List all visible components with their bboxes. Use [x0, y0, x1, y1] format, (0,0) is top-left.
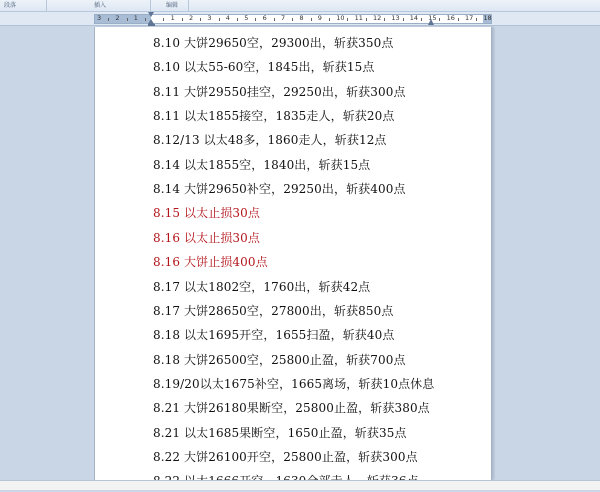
document-line[interactable]: 8.15 以太止损30点	[153, 206, 261, 221]
ruler-tick	[366, 18, 367, 21]
document-line[interactable]: 8.14 以太1855空，1840出，斩获15点	[153, 157, 371, 172]
document-line[interactable]: 8.11 大饼29550挂空，29250出，斩获300点	[153, 84, 406, 99]
document-line[interactable]: 8.21 大饼26180果断空，25800止盈，斩获380点	[153, 401, 430, 416]
ruler-label: 9	[317, 14, 322, 22]
ruler-label: 13	[391, 14, 400, 22]
ruler-tick	[384, 18, 385, 21]
indent-marker[interactable]	[148, 12, 155, 26]
document-line[interactable]: 8.16 大饼止损400点	[153, 255, 268, 270]
ruler-tick	[476, 18, 477, 21]
document-line[interactable]: 8.22 大饼26100开空，25800止盈，斩获300点	[153, 449, 418, 464]
right-indent-handle[interactable]	[428, 19, 434, 25]
ruler-label: 11	[354, 14, 363, 22]
document-line[interactable]: 8.10 以太55-60空，1845出，斩获15点	[153, 60, 375, 75]
horizontal-ruler-bar	[0, 12, 600, 26]
ruler-label: 2	[189, 14, 194, 22]
document-line[interactable]: 8.11 以太1855接空，1835走人，斩获20点	[153, 109, 395, 124]
ruler-tick	[458, 18, 459, 21]
document-line[interactable]: 8.18 以太1695开空，1655扫盈，斩获40点	[153, 328, 395, 343]
ruler-tick	[163, 18, 164, 21]
document-line[interactable]: 8.18 大饼26500空，25800止盈，斩获700点	[153, 352, 406, 367]
ruler-label: 10	[336, 14, 345, 22]
ruler-label: 5	[244, 14, 249, 22]
document-line[interactable]: 8.17 以太1802空，1760出，斩获42点	[153, 279, 371, 294]
ruler-tick	[237, 18, 238, 21]
ruler-label: 14	[409, 14, 419, 22]
ruler-tick	[145, 18, 146, 21]
ruler-tick	[182, 18, 183, 21]
ribbon-group-labels	[0, 0, 600, 12]
first-line-indent-handle[interactable]	[148, 12, 154, 17]
ruler-label: 3	[97, 14, 102, 22]
ruler-tick	[403, 18, 404, 21]
ribbon-separator	[46, 0, 47, 11]
ribbon-group-insert[interactable]: 插入	[94, 2, 107, 9]
document-line[interactable]: 8.19/20以太1675补空，1665离场，斩获10点休息	[153, 376, 435, 391]
status-bar	[0, 480, 600, 490]
left-indent-handle[interactable]	[148, 24, 155, 26]
ruler-label: 7	[281, 14, 286, 22]
ruler-label: 12	[373, 14, 382, 22]
document-line[interactable]: 8.21 以太1685果断空，1650止盈，斩获35点	[153, 425, 407, 440]
ruler-label: 1	[133, 14, 138, 22]
document-line[interactable]: 8.16 以太止损30点	[153, 230, 261, 245]
ruler-tick	[439, 18, 440, 21]
ruler-left-margin	[95, 15, 151, 23]
ruler-tick	[255, 18, 256, 21]
ruler-tick	[127, 18, 128, 21]
ribbon-group-paragraph[interactable]: 段落	[4, 2, 17, 9]
ruler-label: 2	[115, 14, 120, 22]
ruler-tick	[108, 18, 109, 21]
ruler-tick	[292, 18, 293, 21]
ruler-label: 17	[465, 14, 474, 22]
document-line[interactable]: 8.14 大饼29650补空，29250出，斩获400点	[153, 182, 406, 197]
ruler-tick	[311, 18, 312, 21]
ruler-tick	[200, 18, 201, 21]
ruler-label: 1	[170, 14, 175, 22]
ruler-tick	[347, 18, 348, 21]
ruler-label: 3	[207, 14, 212, 22]
document-line[interactable]: 8.17 大饼28650空，27800出，斩获850点	[153, 303, 394, 318]
ruler-tick	[274, 18, 275, 21]
ruler-label: 18	[483, 14, 492, 22]
ruler-tick	[329, 18, 330, 21]
ribbon-group-edit[interactable]: 编辑	[166, 2, 179, 9]
ribbon-separator	[150, 0, 151, 11]
ruler-label: 8	[299, 14, 304, 22]
document-page[interactable]	[94, 27, 492, 480]
document-line[interactable]: 8.12/13 以太48多，1860走人，斩获12点	[153, 133, 387, 148]
ruler-tick	[421, 18, 422, 21]
ribbon-separator	[188, 0, 189, 11]
ruler-label: 4	[225, 14, 230, 22]
ruler-label: 15	[428, 14, 437, 22]
ruler-label: 16	[446, 14, 455, 22]
ruler-tick	[219, 18, 220, 21]
document-line[interactable]: 8.10 大饼29650空，29300出，斩获350点	[153, 36, 394, 50]
ruler-label: 6	[262, 14, 267, 22]
